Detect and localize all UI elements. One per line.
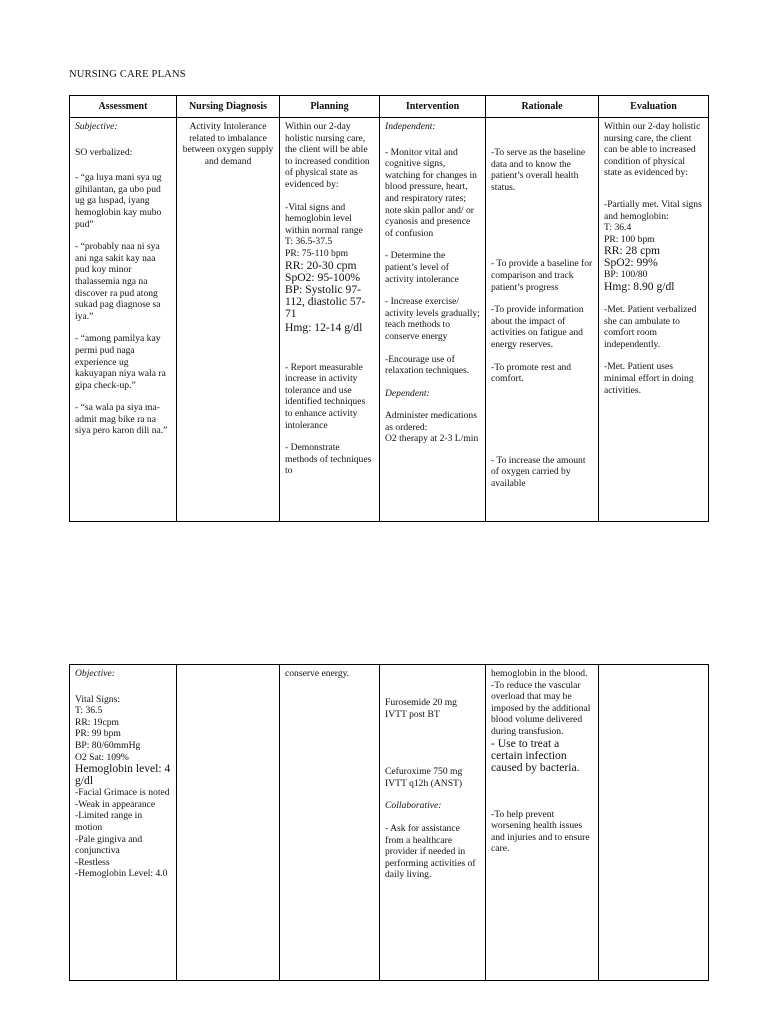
rationale-vascular: -To reduce the vascular overload that may be imposed by the additional blood volume delivered during transfusion. bbox=[491, 679, 591, 737]
care-plan-table-2 bbox=[69, 664, 709, 981]
planning-report: - Report measurable increase in activity tolerance and use identified techniques to enhance activity intolerance bbox=[285, 361, 366, 431]
dependent-label: Dependent: bbox=[385, 387, 430, 399]
rationale-infection: - Use to treat a certain infection caused by bacteria. bbox=[491, 736, 580, 774]
page-title: NURSING CARE PLANS bbox=[69, 69, 186, 80]
evaluation-pr: PR: 100 bpm bbox=[604, 233, 655, 245]
vs-bp: BP: 80/60mmHg bbox=[75, 739, 141, 751]
intervention-cefuroxime: Cefuroxime 750 mg IVTT q12h (ANST) bbox=[385, 766, 463, 789]
intervention-administer: Administer medications as ordered: bbox=[385, 410, 477, 433]
rationale-cell bbox=[486, 118, 599, 522]
vs-rr: RR: 19cpm bbox=[75, 716, 119, 728]
nursing-diagnosis-cell bbox=[177, 118, 280, 522]
table-row bbox=[70, 118, 709, 522]
intervention-assist: - Ask for assistance from a healthcare provider if needed in performing activities of daily living. bbox=[385, 822, 476, 881]
header-assessment: Assessment bbox=[70, 96, 177, 118]
rationale-hemoglobin: hemoglobin in the blood. bbox=[491, 668, 588, 679]
hemoglobin-level: Hemoglobin level: 4 g/dl bbox=[75, 762, 171, 788]
quote-4: - “sa wala pa siya ma-admit mag bike ra na siya pero karon dili na.” bbox=[75, 402, 168, 437]
vs-temp: T: 36.5 bbox=[75, 705, 103, 717]
vs-o2: O2 Sat: 109% bbox=[75, 751, 129, 763]
subjective-label: Subjective: bbox=[75, 121, 118, 132]
rationale-1: -To serve as the baseline data and to know the patient’s overall health status. bbox=[491, 147, 586, 193]
table-row bbox=[70, 665, 709, 981]
assessment-cell bbox=[70, 118, 177, 522]
planning-continued: conserve energy. bbox=[285, 668, 350, 679]
objective-findings: -Facial Grimace is noted -Weak in appearance -Limited range in motion -Pale gingiva and conjunctiva -Restless -Hemoglobin Level: 4.0 bbox=[75, 787, 170, 880]
planning-pr: PR: 75-110 bpm bbox=[285, 247, 349, 259]
intervention-cell bbox=[380, 665, 486, 981]
diagnosis-text: Activity Intolerance related to imbalance between oxygen supply and demand bbox=[182, 121, 274, 167]
evaluation-temp: T: 36.4 bbox=[604, 222, 632, 234]
rationale-3: -To provide information about the impact of activities on fatigue and energy reserves. bbox=[491, 304, 584, 350]
evaluation-bp: BP: 100/80 bbox=[604, 269, 648, 281]
evaluation-cell bbox=[599, 118, 709, 522]
header-rationale: Rationale bbox=[486, 96, 599, 118]
intervention-cell bbox=[380, 118, 486, 522]
planning-hmg: Hmg: 12-14 g/dl bbox=[285, 320, 363, 334]
planning-rr: RR: 20-30 cpm bbox=[285, 258, 357, 272]
quote-2: - “probably naa ni sya ani nga sakit kay naa pud koy minor thalassemia nga na discover ra pud atong sukad pag diagnose sa iya.” bbox=[75, 241, 161, 322]
planning-cell bbox=[280, 118, 380, 522]
rationale-2: - To provide a baseline for comparison and track patient’s progress bbox=[491, 258, 593, 293]
evaluation-spo2: SpO2: 99% bbox=[604, 256, 658, 270]
rationale-4: -To promote rest and comfort. bbox=[491, 361, 572, 385]
header-intervention: Intervention bbox=[380, 96, 486, 118]
nursing-diagnosis-cell bbox=[177, 665, 280, 981]
planning-cell bbox=[280, 665, 380, 981]
assessment-cell bbox=[70, 665, 177, 981]
intervention-o2: O2 therapy at 2-3 L/min bbox=[385, 433, 479, 445]
intervention-furosemide: Furosemide 20 mg IVTT post BT bbox=[385, 697, 457, 720]
planning-bp: BP: Systolic 97-112, diastolic 57-71 bbox=[285, 282, 366, 320]
planning-temp: T: 36.5-37.5 bbox=[285, 236, 333, 248]
quote-1: - “ga luya mani sya ug gihilantan, ga ubo pud ug ga luspad, iyang hemoglobin kay mubo pud” bbox=[75, 172, 162, 230]
evaluation-met-2: -Met. Patient uses minimal effort in doing activities. bbox=[604, 361, 694, 396]
planning-vitals-intro: -Vital signs and hemoglobin level within normal range bbox=[285, 201, 363, 236]
vital-signs-label: Vital Signs: bbox=[75, 693, 120, 705]
header-nursing-diagnosis: Nursing Diagnosis bbox=[177, 96, 280, 118]
evaluation-hmg: Hmg: 8.90 g/dl bbox=[604, 279, 675, 293]
table-header-row bbox=[70, 96, 709, 118]
evaluation-partial: -Partially met. Vital signs and hemoglobin: bbox=[604, 198, 702, 222]
intervention-relaxation: -Encourage use of relaxation techniques. bbox=[385, 353, 470, 377]
planning-intro: Within our 2-day holistic nursing care, the client will be able to increased condition of physical state as evidenced by: bbox=[285, 121, 370, 190]
quote-3: - “among pamilya kay permi pud naga experience ug kakuyapan niya wala ra gipa check-up.” bbox=[75, 333, 166, 391]
planning-spo2: SpO2: 95-100% bbox=[285, 270, 361, 284]
header-planning: Planning bbox=[280, 96, 380, 118]
evaluation-intro: Within our 2-day holistic nursing care, the client can be able to increased condition of physical state as evidenced by: bbox=[604, 121, 701, 179]
vs-pr: PR: 99 bpm bbox=[75, 728, 121, 740]
care-plan-table-1 bbox=[69, 95, 709, 522]
rationale-prevent: -To help prevent worsening health issues and injuries and to ensure care. bbox=[491, 808, 590, 855]
header-evaluation: Evaluation bbox=[599, 96, 709, 118]
intervention-determine: - Determine the patient’s level of activity intolerance bbox=[385, 250, 459, 285]
independent-label: Independent: bbox=[385, 121, 436, 132]
intervention-increase: - Increase exercise/ activity levels gradually; teach methods to conserve energy bbox=[385, 296, 480, 342]
evaluation-cell bbox=[599, 665, 709, 981]
evaluation-rr: RR: 28 cpm bbox=[604, 244, 661, 258]
objective-label: Objective: bbox=[75, 668, 115, 679]
rationale-5: - To increase the amount of oxygen carried by available bbox=[491, 454, 586, 489]
intervention-monitor: - Monitor vital and cognitive signs, watching for changes in blood pressure, heart, and respiratory rates; note skin pallor and/ or cyanosis and presence of confusion bbox=[385, 146, 477, 239]
rationale-cell bbox=[486, 665, 599, 981]
evaluation-met-1: -Met. Patient verbalized she can ambulate to comfort room independently. bbox=[604, 303, 697, 350]
collaborative-label: Collaborative: bbox=[385, 800, 442, 812]
so-verbalized: SO verbalized: bbox=[75, 146, 133, 158]
planning-demonstrate: - Demonstrate methods of techniques to bbox=[285, 442, 372, 477]
